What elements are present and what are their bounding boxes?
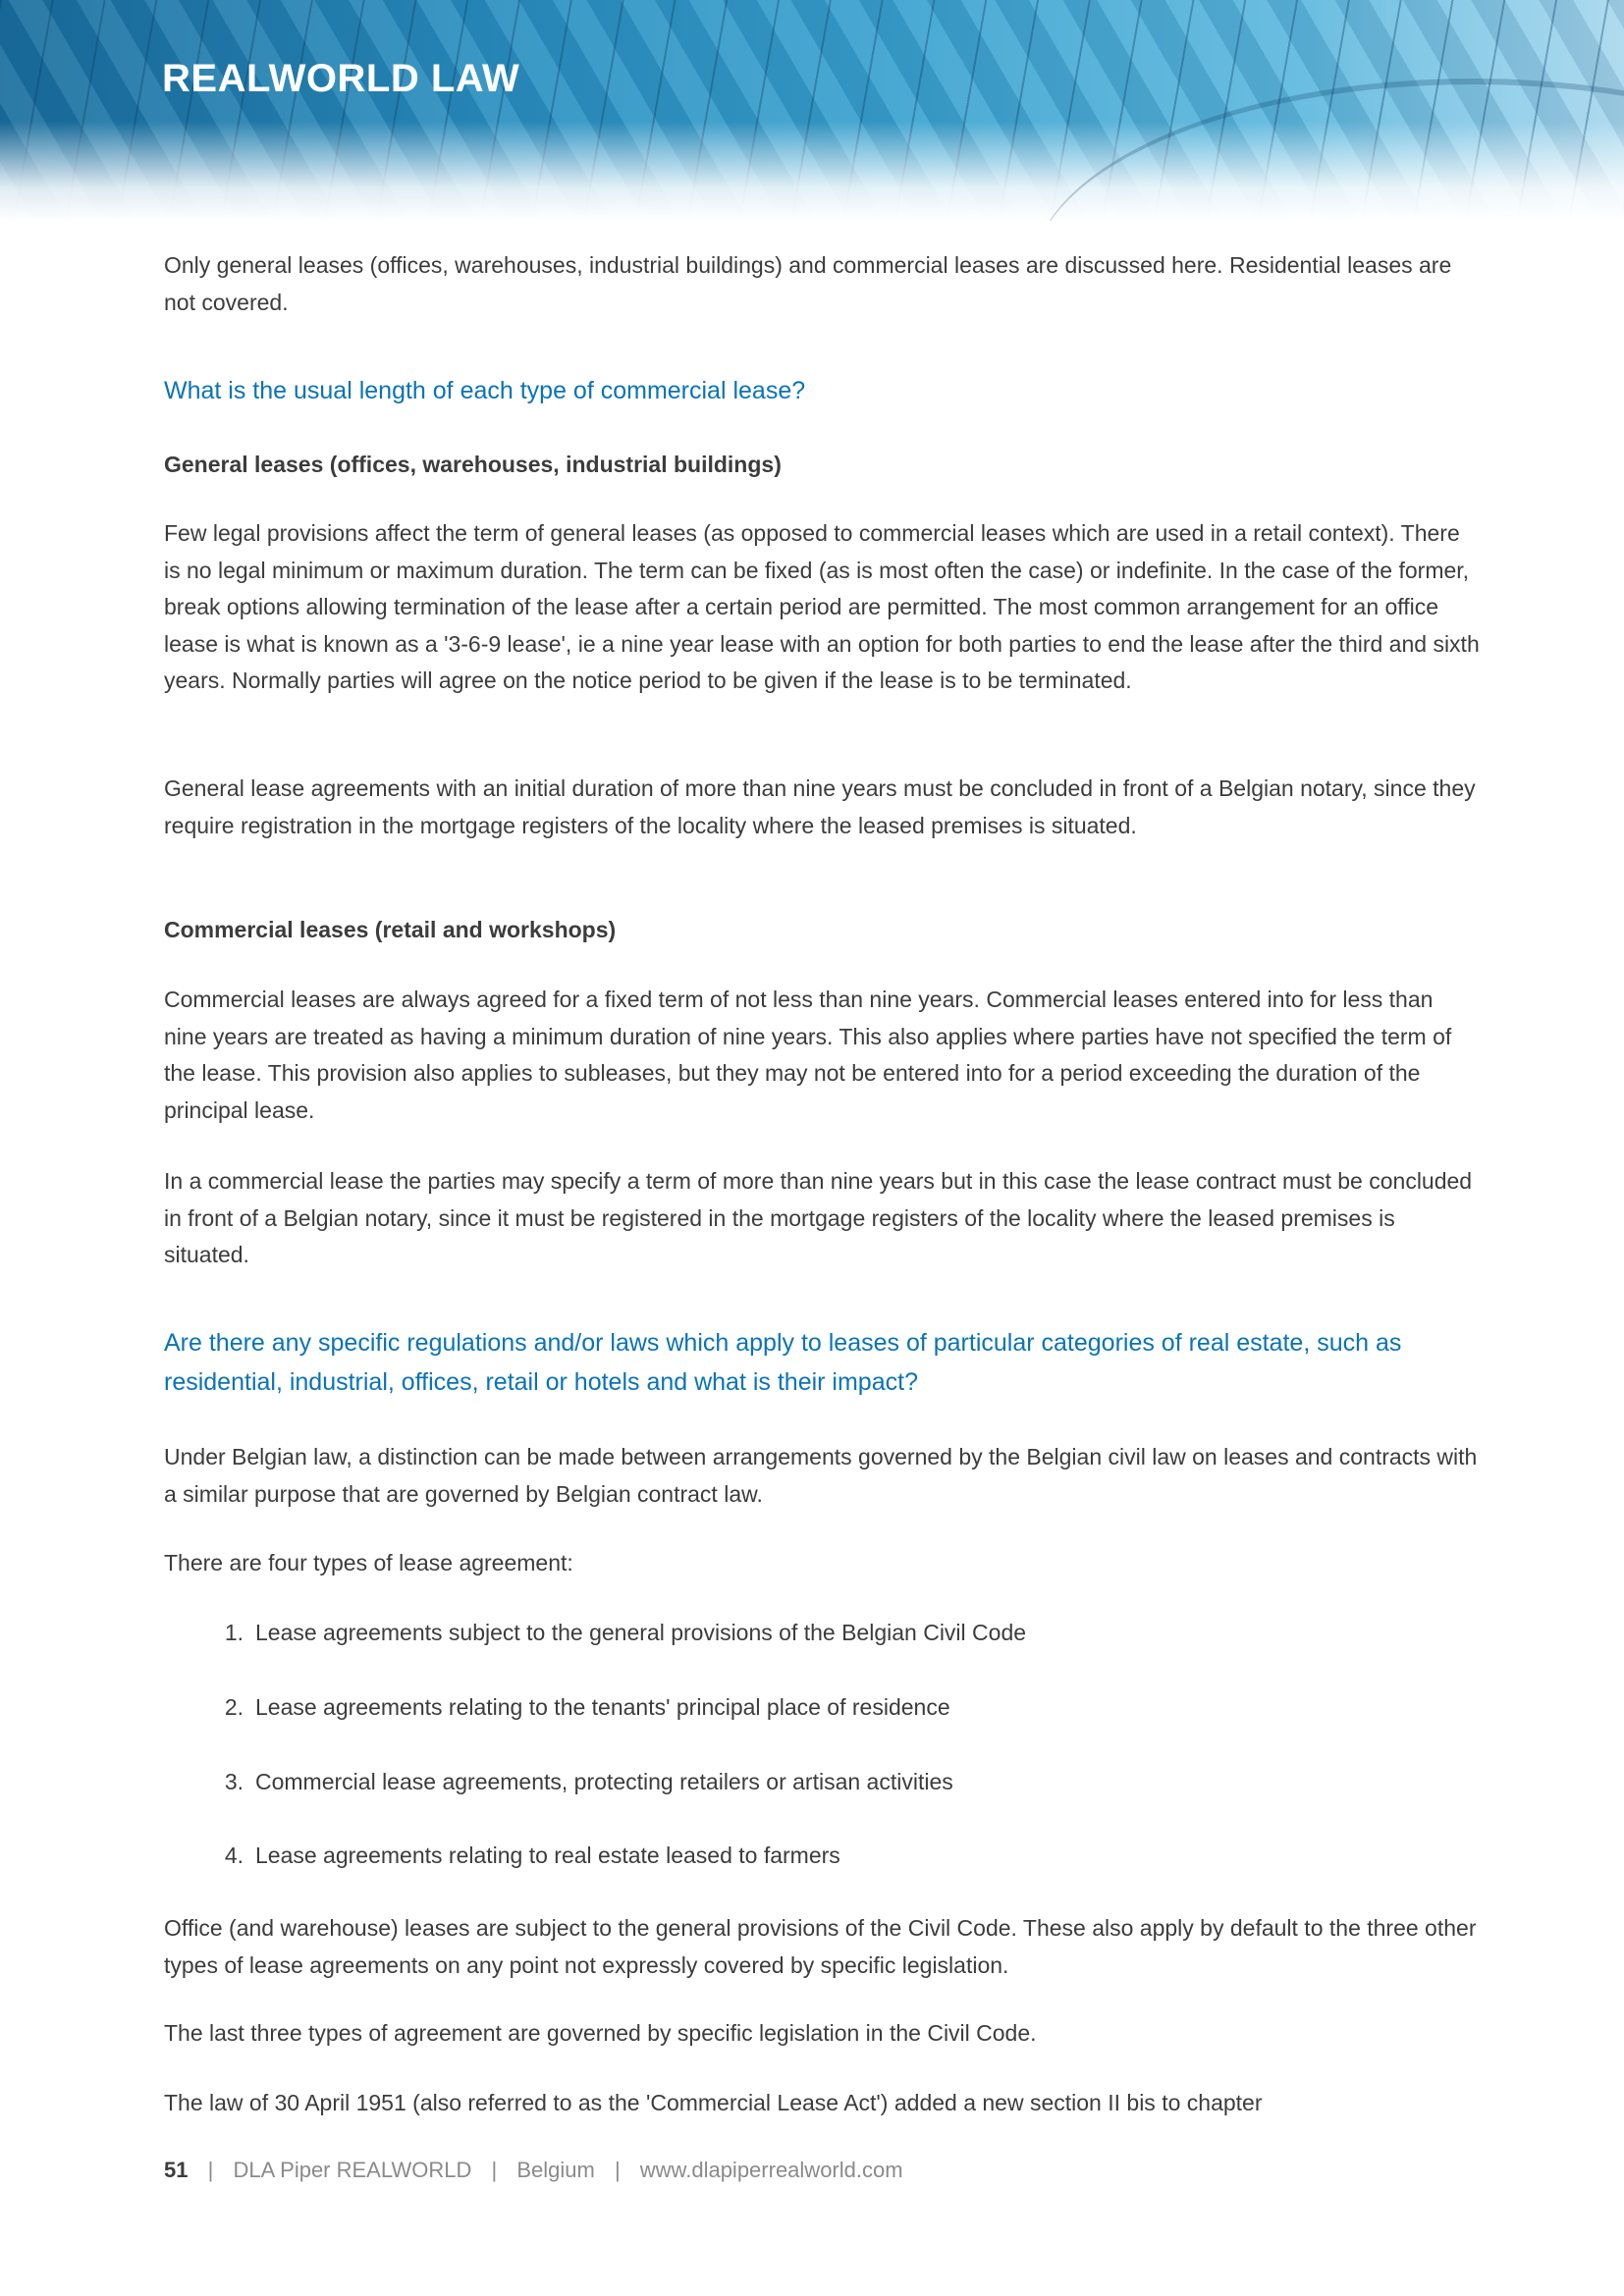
footer-url-link[interactable]: www.dlapiperrealworld.com <box>639 2158 903 2182</box>
paragraph-specific-legislation: The last three types of agreement are governed by specific legislation in the Civil Code. <box>164 2020 1037 2046</box>
footer-publication: DLA Piper REALWORLD <box>233 2158 472 2182</box>
banner-title: REALWORLD LAW <box>162 57 520 100</box>
header-banner <box>0 0 1624 221</box>
list-item: 3. Commercial lease agreements, protecting retailers or artisan activities <box>224 1769 953 1794</box>
paragraph-four-types: There are four types of lease agreement: <box>164 1550 573 1575</box>
footer-divider: | <box>491 2158 498 2182</box>
banner-building-arc <box>1031 79 1624 221</box>
paragraph-office-leases: Office (and warehouse) leases are subject to the general provisions of the Civil Code. These also apply by default to the three other types of lease agreements on any point not expressly covered by specific legislation. <box>164 1915 1477 1978</box>
paragraph-commercial-leases-notary: In a commercial lease the parties may specify a term of more than nine years but in this case the lease contract must be concluded in front of a Belgian notary, since it must be registered in the mortgage registers of the locality where the leased premises is situated. <box>164 1168 1473 1267</box>
subheading-general-leases: General leases (offices, warehouses, industrial buildings) <box>164 452 782 477</box>
intro-paragraph: Only general leases (offices, warehouses, industrial buildings) and commercial leases are discussed here. Residential leases are not covered. <box>164 252 1452 315</box>
paragraph-general-leases-notary: General lease agreements with an initial duration of more than nine years must be concluded in front of a Belgian notary, since they require registration in the mortgage registers of the locality where the leased premises is situated. <box>164 775 1476 838</box>
paragraph-distinction: Under Belgian law, a distinction can be made between arrangements governed by the Belgian civil law on leases and contracts with a similar purpose that are governed by Belgian contract law. <box>164 1444 1478 1507</box>
question-heading-2: Are there any specific regulations and/or laws which apply to leases of particular categories of real estate, such as residential, industrial, offices, retail or hotels and what is their impact? <box>164 1329 1402 1396</box>
list-item: 4. Lease agreements relating to real estate leased to farmers <box>224 1842 840 1868</box>
paragraph-commercial-lease-act: The law of 30 April 1951 (also referred to as the 'Commercial Lease Act') added a new section II bis to chapter <box>164 2090 1263 2115</box>
subheading-commercial-leases: Commercial leases (retail and workshops) <box>164 917 617 942</box>
page-number: 51 <box>164 2158 189 2182</box>
list-item: 2. Lease agreements relating to the tenants' principal place of residence <box>224 1694 950 1720</box>
page-footer <box>164 2158 903 2183</box>
question-heading-1: What is the usual length of each type of commercial lease? <box>164 377 806 404</box>
footer-divider: | <box>207 2158 214 2182</box>
paragraph-commercial-leases-term: Commercial leases are always agreed for a fixed term of not less than nine years. Commercial leases entered into for less than nine years are treated as having a minimum duration of nine years. This also applies where parties have not specified the term of the lease. This provision also applies to subleases, but they may not be entered into for a period exceeding the duration of the principal lease. <box>164 987 1452 1123</box>
footer-country: Belgium <box>516 2158 595 2182</box>
list-item: 1. Lease agreements subject to the general provisions of the Belgian Civil Code <box>224 1620 1027 1645</box>
paragraph-general-leases-term: Few legal provisions affect the term of general leases (as opposed to commercial leases which are used in a retail context). There is no legal minimum or maximum duration. The term can be fixed (as is most often the case) or indefinite. In the case of the former, break options allowing termination of the lease after a certain period are permitted. The most common arrangement for an office lease is what is known as a '3-6-9 lease', ie a nine year lease with an option for both parties to end the lease after the third and sixth years. Normally parties will agree on the notice period to be given if the lease is to be terminated. <box>164 520 1480 693</box>
footer-divider: | <box>614 2158 621 2182</box>
